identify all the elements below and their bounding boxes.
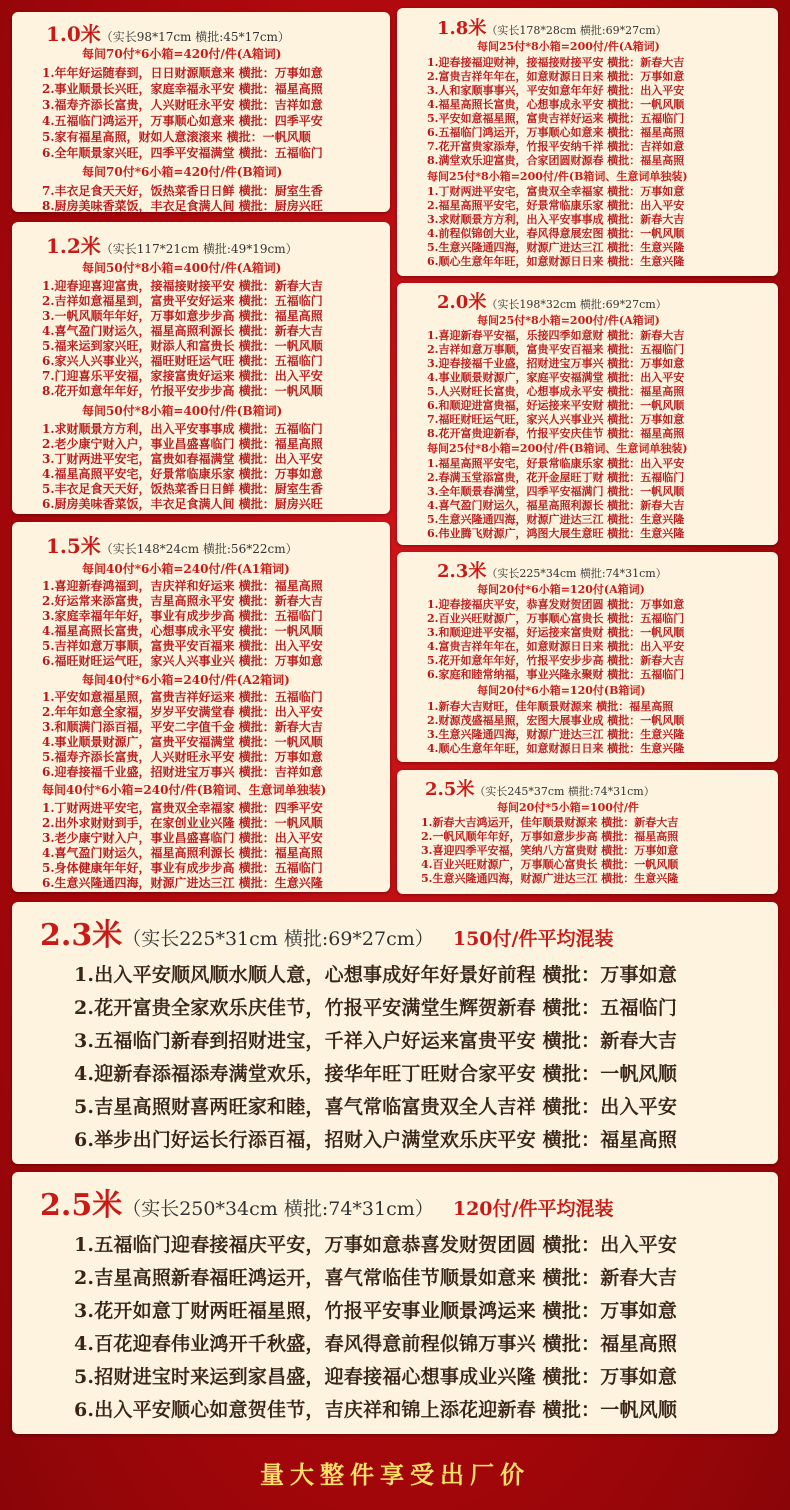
couplet-line: 6.全年顺景家兴旺，四季平安福满堂 横批：五福临门: [42, 146, 323, 160]
group-title: 每间70付*6小箱=420付/件(B箱词): [82, 165, 283, 179]
pack-info: 150付/件平均混装: [452, 928, 614, 950]
couplet-line: 6.五福临门鸿运开，万事顺心如意来 横批：福星高照: [427, 126, 685, 139]
couplet-line: 2.吉祥如意福星到，富贵平安好运来 横批：五福临门: [42, 294, 323, 308]
couplet-line: 2.福星高照平安宅，好景常临康乐家 横批：出入平安: [427, 199, 685, 212]
card-header: [46, 230, 298, 259]
couplet-line: 1.丁财两进平安宅，富贵双全幸福家 横批：四季平安: [42, 801, 323, 815]
size-title: 2.0米: [437, 292, 487, 313]
couplet-line: 1.五福临门迎春接福庆平安，万事如意恭喜发财贺团圆 横批：出入平安: [74, 1234, 678, 1256]
size-title: 1.2米: [46, 234, 101, 258]
group-title: 每间40付*6小箱=240付/件(A2箱词): [82, 673, 290, 687]
group-title: 每间40付*6小箱=240付/件(A1箱词): [82, 562, 290, 576]
footer-slogan: 量大整件享受出厂价: [260, 1460, 530, 1489]
couplet-line: 5.丰衣足食天天好，饭热菜香日日鲜 横批：厨室生香: [42, 482, 323, 496]
card-header: [40, 910, 613, 954]
dimensions: （实长178*28cm 横批:69*27cm）: [486, 24, 667, 37]
couplet-line: 1.迎春迎喜迎富贵，接福接财接平安 横批：新春大吉: [42, 279, 323, 293]
card-header: [425, 775, 655, 801]
couplet-line: 1.求财顺景方方利，出入平安事事成 横批：五福临门: [42, 422, 323, 436]
couplet-line: 6.和顺迎进富贵福，好运接来平安财 横批：一帆风顺: [427, 399, 685, 412]
couplet-line: 8.花开富贵迎新春，竹报平安庆佳节 横批：福星高照: [427, 427, 685, 440]
spec-card-1-0m: [12, 12, 390, 212]
couplet-line: 6.家兴人兴事业兴，福旺财旺运气旺 横批：五福临门: [42, 354, 323, 368]
couplet-line: 1.迎春接福庆平安，恭喜发财贺团圆 横批：万事如意: [427, 598, 685, 611]
couplet-line: 2.事业顺景长兴旺，家庭幸福永平安 横批：福星高照: [42, 82, 323, 96]
size-title: 1.5米: [46, 534, 101, 558]
couplet-line: 2.富贵吉祥年年在，如意财源日日来 横批：万事如意: [427, 70, 685, 83]
group-title: 每间50付*8小箱=400付/件(B箱词): [82, 404, 283, 418]
couplet-line: 1.福星高照平安宅，好景常临康乐家 横批：出入平安: [427, 457, 685, 470]
card-header: [46, 530, 298, 559]
couplet-line: 5.花开如意年年好，竹报平安步步高 横批：新春大吉: [427, 654, 685, 667]
featured-card-2-5m: [12, 1172, 778, 1434]
size-title: 2.3米: [40, 918, 123, 953]
couplet-line: 8.花开如意年年好，竹报平安步步高 横批：一帆风顺: [42, 384, 323, 398]
couplet-line: 5.吉祥如意万事顺，富贵平安百福来 横批：出入平安: [42, 639, 323, 653]
couplet-line: 6.迎春接福千业盛，招财进宝万事兴 横批：吉祥如意: [42, 765, 323, 779]
couplet-line: 4.百业兴旺财源广，万事顺心富贵长 横批：一帆风顺: [421, 858, 679, 871]
pack-info: 120付/件平均混装: [452, 1198, 614, 1220]
card-header: [437, 557, 667, 583]
couplet-line: 3.生意兴隆通四海，财源广进达三江 横批：生意兴隆: [427, 728, 685, 741]
couplet-line: 4.顺心生意年年旺，如意财源日日来 横批：生意兴隆: [427, 742, 685, 755]
dimensions: （实长98*17cm 横批:45*17cm）: [100, 30, 290, 44]
couplet-line: 4.事业顺景财源广，富贵平安福满堂 横批：一帆风顺: [42, 735, 323, 749]
couplet-line: 6.举步出门好运长行添百福，招财入户满堂欢乐庆平安 横批：福星高照: [74, 1129, 678, 1151]
group-title: 每间25付*8小箱=200付/件(A箱词): [477, 40, 660, 53]
couplet-line: 2.好运常来添富贵，吉星高照永平安 横批：新春大吉: [42, 594, 323, 608]
size-title: 2.3米: [437, 561, 487, 582]
card-header: [46, 18, 290, 47]
spec-card-2-3m: [397, 552, 778, 762]
couplet-line: 5.生意兴隆通四海，财源广进达三江 横批：生意兴隆: [421, 872, 679, 885]
couplet-line: 3.和顺满门添百福，平安二字值千金 横批：新春大吉: [42, 720, 323, 734]
couplet-line: 5.招财进宝时来运到家昌盛，迎春接福心想事成业兴隆 横批：万事如意: [74, 1366, 678, 1388]
couplet-line: 5.人兴财旺长富贵，心想事成永平安 横批：福星高照: [427, 385, 685, 398]
dimensions: （实长225*34cm 横批:74*31cm）: [486, 567, 667, 580]
couplet-line: 2.吉星高照新春福旺鸿运开，喜气常临佳节顺景如意来 横批：新春大吉: [74, 1267, 678, 1289]
couplet-line: 2.老少康宁财入户，事业昌盛喜临门 横批：福星高照: [42, 437, 323, 451]
couplet-line: 3.福寿齐添长富贵，人兴财旺永平安 横批：吉祥如意: [42, 98, 323, 112]
couplet-line: 3.丁财两进平安宅，富贵如春福满堂 横批：出入平安: [42, 452, 323, 466]
couplet-line: 1.迎春接福迎财神，接福接财接平安 横批：新春大吉: [427, 56, 685, 69]
couplet-line: 8.满堂欢乐迎富贵，合家团圆财源春 横批：福星高照: [427, 154, 685, 167]
couplet-line: 6.生意兴隆通四海，财源广进达三江 横批：生意兴隆: [42, 876, 323, 890]
size-title: 2.5米: [40, 1188, 123, 1223]
couplet-line: 4.五福临门鸿运开，万事顺心如意来 横批：四季平安: [42, 114, 323, 128]
featured-card-2-3m: [12, 902, 778, 1164]
couplet-line: 4.喜气盈门财运久，福星高照利源长 横批：新春大吉: [42, 324, 323, 338]
couplet-line: 1.出入平安顺风顺水顺人意，心想事成好年好景好前程 横批：万事如意: [74, 964, 678, 986]
couplet-line: 5.平安如意福星照，富贵吉祥好运来 横批：五福临门: [427, 112, 685, 125]
couplet-line: 4.富贵吉祥年年在，如意财源日日来 横批：出入平安: [427, 640, 685, 653]
size-title: 1.8米: [437, 18, 487, 39]
group-title: 每间25付*8小箱=200付/件(B箱词、生意词单独装): [427, 170, 688, 183]
group-title: 每间20付*6小箱=120付(A箱词): [477, 583, 645, 596]
couplet-line: 4.福星高照长富贵，心想事成永平安 横批：一帆风顺: [42, 624, 323, 638]
couplet-line: 1.新春大吉财旺，佳年顺景财源来 横批：福星高照: [427, 700, 674, 713]
couplet-line: 3.和顺迎进平安福，好运接来富贵财 横批：一帆风顺: [427, 626, 685, 639]
couplet-line: 3.喜迎四季平安福，笑纳八方富贵财 横批：万事如意: [421, 844, 679, 857]
couplet-line: 2.年年如意全家福，岁岁平安满堂春 横批：出入平安: [42, 705, 323, 719]
card-header: [437, 288, 667, 314]
couplet-line: 7.福旺财旺运气旺，家兴人兴事业兴 横批：万事如意: [427, 413, 685, 426]
couplet-line: 4.事业顺景财源广，家庭平安福满堂 横批：出入平安: [427, 371, 685, 384]
couplet-line: 6.出入平安顺心如意贺佳节，吉庆祥和锦上添花迎新春 横批：一帆风顺: [74, 1399, 678, 1421]
couplet-line: 3.花开如意丁财两旺福星照，竹报平安事业顺景鸿运来 横批：万事如意: [74, 1300, 678, 1322]
couplet-line: 4.百花迎春伟业鸿开千秋盛，春风得意前程似锦万事兴 横批：福星高照: [74, 1333, 678, 1355]
card-header: [40, 1180, 613, 1224]
couplet-line: 1.喜迎新春鸿福到，吉庆祥和好运来 横批：福星高照: [42, 579, 323, 593]
couplet-line: 1.平安如意福星照，富贵吉祥好运来 横批：五福临门: [42, 690, 323, 704]
spec-card-1-8m: [397, 8, 778, 276]
couplet-line: 6.伟业腾飞财源广，鸿图大展生意旺 横批：生意兴隆: [427, 527, 685, 540]
couplet-line: 2.出外求财财到手，在家创业业兴隆 横批：一帆风顺: [42, 816, 323, 830]
couplet-line: 3.求财顺景方方利，出入平安事事成 横批：新春大吉: [427, 213, 685, 226]
dimensions: （实长245*37cm 横批:74*31cm）: [474, 785, 655, 798]
couplet-line: 4.福星高照平安宅，好景常临康乐家 横批：万事如意: [42, 467, 323, 481]
spec-card-1-5m: [12, 522, 390, 892]
couplet-line: 3.全年顺景春满堂，四季平安福满门 横批：一帆风顺: [427, 485, 685, 498]
couplet-line: 2.财源茂盛福星照，宏图大展事业成 横批：一帆风顺: [427, 714, 685, 727]
spec-card-1-2m: [12, 222, 390, 514]
couplet-line: 3.五福临门新春到招财进宝，千祥入户好运来富贵平安 横批：新春大吉: [74, 1030, 678, 1052]
couplet-line: 1.新春大吉鸿运开，佳年顺景财源来 横批：新春大吉: [421, 816, 679, 829]
couplet-line: 6.福旺财旺运气旺，家兴人兴事业兴 横批：万事如意: [42, 654, 323, 668]
couplet-line: 3.迎春接福千业盛，招财进宝万事兴 横批：万事如意: [427, 357, 685, 370]
dimensions: （实长225*31cm 横批:69*27cm）: [122, 928, 434, 950]
couplet-line: 3.老少康宁财入户，事业昌盛喜临门 横批：出入平安: [42, 831, 323, 845]
card-header: [437, 14, 667, 40]
couplet-line: 2.一帆风顺年年好，万事如意步步高 横批：福星高照: [421, 830, 679, 843]
couplet-line: 1.喜迎新春平安福，乐接四季如意财 横批：新春大吉: [427, 329, 685, 342]
couplet-line: 5.生意兴隆通四海，财源广进达三江 横批：生意兴隆: [427, 513, 685, 526]
couplet-line: 7.丰衣足食天天好，饭热菜香日日鲜 横批：厨室生香: [42, 184, 323, 198]
couplet-line: 1.丁财两进平安宅，富贵双全幸福家 横批：万事如意: [427, 185, 685, 198]
dimensions: （实长250*34cm 横批:74*31cm）: [122, 1198, 434, 1220]
couplet-line: 3.一帆风顺年年好，万事如意步步高 横批：福星高照: [42, 309, 323, 323]
couplet-line: 5.生意兴隆通四海，财源广进达三江 横批：生意兴隆: [427, 241, 685, 254]
couplet-line: 1.年年好运随春到，日日财源顺意来 横批：万事如意: [42, 66, 323, 80]
couplet-line: 4.喜气盈门财运久，福星高照利源长 横批：新春大吉: [427, 499, 685, 512]
spec-card-2-0m: [397, 283, 778, 545]
couplet-line: 3.人和家顺事事兴，平安如意年年好 横批：出入平安: [427, 84, 685, 97]
couplet-line: 4.迎新春添福添寿满堂欢乐，接华年旺丁旺财合家平安 横批：一帆风顺: [74, 1063, 678, 1085]
dimensions: （实长117*21cm 横批:49*19cm）: [100, 242, 298, 256]
group-title: 每间20付*6小箱=120付(B箱词): [477, 684, 646, 697]
group-title: 每间40付*6小箱=240付/件(B箱词、生意词单独装): [42, 783, 327, 797]
group-title: 每间70付*6小箱=420付/件(A箱词): [82, 47, 282, 61]
couplet-line: 5.福寿齐添长富贵，人兴财旺永平安 横批：万事如意: [42, 750, 323, 764]
group-title: 每间25付*8小箱=200付/件(A箱词): [477, 314, 660, 327]
couplet-line: 4.福星高照长富贵，心想事成永平安 横批：一帆风顺: [427, 98, 685, 111]
couplet-line: 2.百业兴旺财源广，万事顺心富贵长 横批：五福临门: [427, 612, 685, 625]
couplet-line: 5.福来运到家兴旺，财添人和富贵长 横批：一帆风顺: [42, 339, 323, 353]
group-title: 每间50付*8小箱=400付/件(A箱词): [82, 261, 282, 275]
couplet-line: 8.厨房美味香菜饭，丰衣足食满人间 横批：厨房兴旺: [42, 199, 323, 212]
couplet-line: 5.家有福星高照，财如人意滚滚来 横批：一帆风顺: [42, 130, 311, 144]
dimensions: （实长148*24cm 横批:56*22cm）: [100, 542, 298, 556]
couplet-line: 5.吉星高照财喜两旺家和睦，喜气常临富贵双全人吉祥 横批：出入平安: [74, 1096, 678, 1118]
couplet-line: 7.花开富贵家添寿，竹报平安纳千祥 横批：吉祥如意: [427, 140, 685, 153]
couplet-line: 2.花开富贵全家欢乐庆佳节，竹报平安满堂生辉贺新春 横批：五福临门: [74, 997, 678, 1019]
size-title: 1.0米: [46, 22, 101, 46]
size-title: 2.5米: [425, 779, 475, 800]
couplet-line: 2.吉祥如意万事顺，富贵平安百福来 横批：五福临门: [427, 343, 685, 356]
dimensions: （实长198*32cm 横批:69*27cm）: [486, 298, 667, 311]
couplet-line: 3.家庭幸福年年好，事业有成步步高 横批：五福临门: [42, 609, 323, 623]
couplet-line: 6.厨房美味香菜饭，丰衣足食满人间 横批：厨房兴旺: [42, 497, 323, 511]
group-title: 每间25付*8小箱=200付/件(B箱词、生意词单独装): [427, 442, 688, 455]
spec-card-2-5m: [397, 770, 778, 894]
group-title: 每间20付*5小箱=100付/件: [497, 801, 639, 814]
couplet-line: 4.喜气盈门财运久，福星高照利源长 横批：福星高照: [42, 846, 323, 860]
couplet-line: 6.家庭和睦常纳福，事业兴隆永聚财 横批：五福临门: [427, 668, 685, 681]
couplet-line: 6.顺心生意年年旺，如意财源日日来 横批：生意兴隆: [427, 255, 685, 268]
couplet-line: 5.身体健康年年好，事业有成步步高 横批：五福临门: [42, 861, 323, 875]
couplet-line: 4.前程似锦创大业，春风得意展宏图 横批：一帆风顺: [427, 227, 685, 240]
couplet-line: 2.春满玉堂添富贵，花开金屋旺丁财 横批：五福临门: [427, 471, 685, 484]
couplet-line: 7.门迎喜乐平安福，家接富贵好运来 横批：出入平安: [42, 369, 323, 383]
